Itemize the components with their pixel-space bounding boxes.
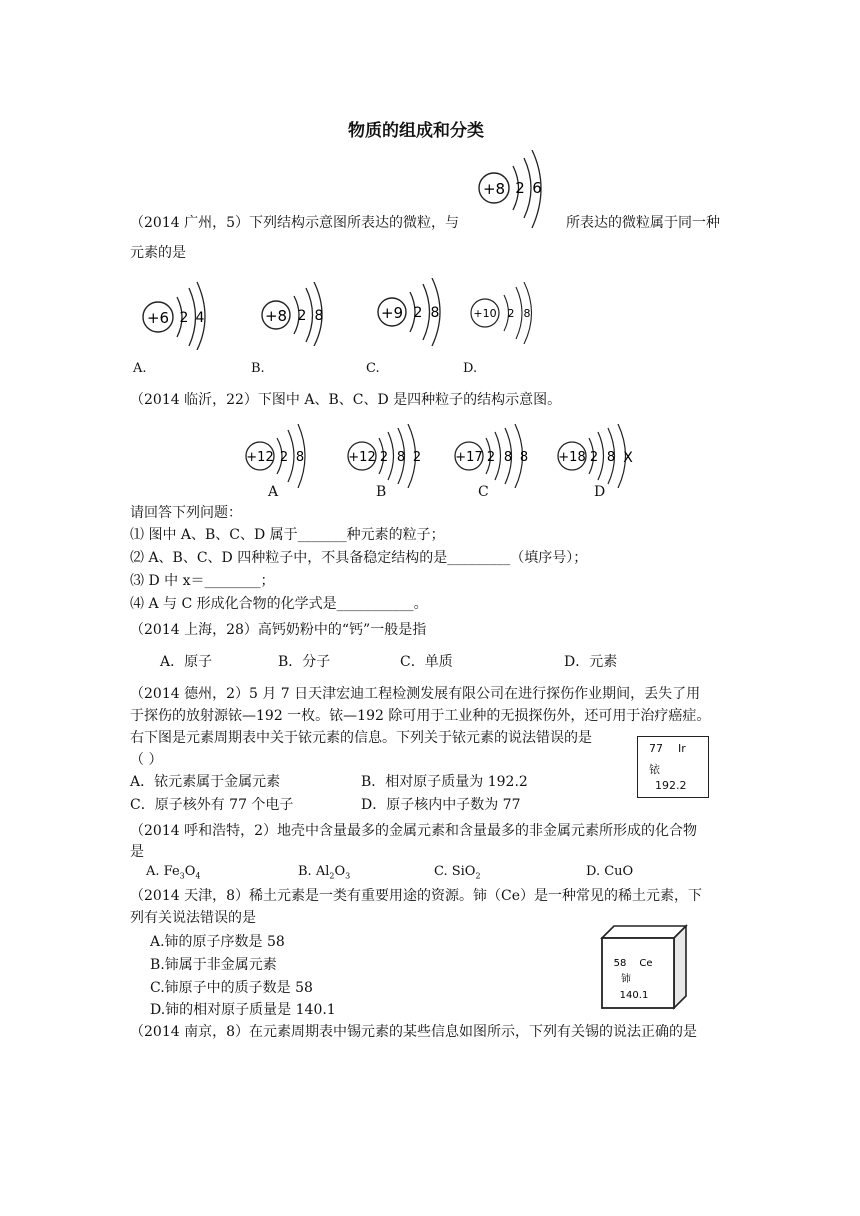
q1-option-d-diagram: [463, 282, 543, 344]
q6-option-d: D.铈的相对原子质量是 140.1: [150, 1002, 336, 1018]
q2-particle-d-diagram: [556, 424, 640, 488]
cerium-name: 铈: [621, 974, 631, 985]
svg-text:2: 2: [413, 305, 423, 321]
cerium-mass: 140.1: [619, 990, 649, 1001]
q1-stem-line2: 元素的是: [130, 245, 186, 261]
q2-label-b: B: [376, 484, 387, 500]
q5-line-1: （2014 呼和浩特，2）地壳中含量最多的金属元素和含量最多的非金属元素所形成的化合物: [130, 823, 697, 839]
iridium-element-card: [637, 736, 709, 798]
svg-text:2: 2: [279, 450, 289, 465]
q2-intro: （2014 临沂，22）下图中 A、B、C、D 是四种粒子的结构示意图。: [130, 392, 562, 408]
iridium-symbol: Ir: [678, 742, 686, 755]
q4-line-1: （2014 德州，2）5 月 7 日天津宏迪工程检测发展有限公司在进行探伤作业期间，丢失了用: [130, 686, 701, 702]
svg-text:+18: +18: [558, 450, 586, 465]
q4-option-b: B．相对原子质量为 192.2: [361, 774, 528, 790]
svg-text:2: 2: [507, 307, 515, 320]
q1-option-c-label: C.: [366, 361, 380, 376]
q2-label-c: C: [478, 484, 489, 500]
q1-stem-part1: （2014 广州，5）下列结构示意图所表达的微粒，与: [130, 215, 459, 231]
q1-option-c-diagram: [372, 278, 454, 348]
svg-text:2: 2: [179, 310, 189, 326]
q6-line-1: （2014 天津，8）稀土元素是一类有重要用途的资源。铈（Ce）是一种常见的稀土元素，下: [130, 888, 702, 904]
q1-ref-shell-1: 2: [515, 179, 525, 197]
q1-stem-part2: 所表达的微粒属于同一种: [566, 215, 720, 231]
svg-text:8: 8: [519, 450, 529, 465]
q6-option-b: B.铈属于非金属元素: [150, 957, 277, 973]
iridium-mass: 192.2: [655, 779, 687, 792]
cerium-element-cube: [598, 924, 690, 1010]
q1-option-a-label: A.: [133, 361, 147, 376]
q5-option-b: B. $Al_2O_3$: [298, 864, 351, 881]
cerium-atomic-number: 58: [613, 958, 627, 969]
q3-option-a: A．原子: [160, 654, 213, 670]
q4-option-a: A．铱元素属于金属元素: [130, 774, 281, 790]
q3-option-d: D．元素: [564, 654, 618, 670]
iridium-atomic-number: 77: [649, 742, 663, 755]
cerium-symbol: Ce: [639, 958, 653, 969]
q2-sub-2: ⑵ A、B、C、D 四种粒子中，不具备稳定结构的是_________（填序号）；: [130, 550, 588, 566]
q6-option-a: A.铈的原子序数是 58: [150, 934, 285, 950]
q2-label-a: A: [268, 484, 279, 500]
svg-text:+8: +8: [264, 307, 288, 325]
q1-option-a-diagram: [137, 280, 217, 350]
q5-option-a: A. $Fe_3O_4$: [146, 864, 201, 881]
svg-text:+6: +6: [146, 309, 170, 327]
q5-option-c: C. SiO$_2$: [434, 864, 481, 881]
svg-text:8: 8: [430, 305, 440, 321]
svg-text:8: 8: [314, 308, 324, 324]
q1-option-b-label: B.: [251, 361, 265, 376]
q2-sub-1: ⑴ 图中 A、B、C、D 属于_______种元素的粒子；: [130, 527, 445, 543]
svg-text:+12: +12: [348, 450, 376, 465]
svg-text:8: 8: [606, 450, 616, 465]
svg-text:+12: +12: [246, 450, 274, 465]
page-title: 物质的组成和分类: [348, 121, 484, 141]
q3-option-b: B．分子: [278, 654, 331, 670]
q4-line-4: （ ）: [130, 752, 163, 768]
q4-line-2: 于探伤的放射源铱—192 一枚。铱—192 除可用于工业种的无损探伤外，还可用于治疗癌症。: [130, 708, 711, 724]
q1-option-b-diagram: [256, 282, 336, 346]
svg-text:2: 2: [297, 308, 307, 324]
svg-text:+17: +17: [455, 450, 483, 465]
svg-text:8: 8: [295, 450, 305, 465]
q1-ref-shell-2: 6: [532, 179, 542, 197]
svg-text:2: 2: [379, 450, 389, 465]
q2-sub-4: ⑷ A 与 C 形成化合物的化学式是___________。: [130, 596, 428, 612]
iridium-name: 铱: [649, 763, 660, 776]
svg-text:8: 8: [396, 450, 406, 465]
svg-text:8: 8: [523, 307, 531, 320]
q5-line-2: 是: [130, 844, 144, 860]
q6-line-2: 列有关说法错误的是: [130, 910, 256, 926]
q1-option-d-label: D.: [463, 361, 478, 376]
q1-ref-nucleus: +8: [482, 180, 506, 198]
q7-line-1: （2014 南京，8）在元素周期表中锡元素的某些信息如图所示，下列有关锡的说法正确的是: [130, 1024, 697, 1040]
svg-text:2: 2: [412, 450, 422, 465]
svg-text:+9: +9: [380, 304, 404, 322]
q5-option-d: D. CuO: [586, 864, 634, 879]
q3-option-c: C．单质: [400, 654, 453, 670]
svg-text:8: 8: [503, 450, 513, 465]
q2-sub-3: ⑶ D 中 x＝________；: [130, 573, 275, 589]
svg-text:4: 4: [195, 310, 205, 326]
q6-option-c: C.铈原子中的质子数是 58: [150, 980, 313, 996]
svg-text:+10: +10: [473, 307, 497, 320]
q3-stem: （2014 上海，28）高钙奶粉中的“钙”一般是指: [130, 622, 427, 638]
q4-line-3: 右下图是元素周期表中关于铱元素的信息。下列关于铱元素的说法错误的是: [130, 730, 592, 746]
q4-option-c: C．原子核外有 77 个电子: [130, 797, 294, 813]
q1-reference-diagram: [472, 150, 552, 230]
q2-particle-a-diagram: [244, 424, 324, 488]
q2-label-d: D: [594, 484, 606, 500]
svg-text:X: X: [623, 450, 633, 466]
svg-text:2: 2: [486, 450, 496, 465]
q4-option-d: D．原子核内中子数为 77: [361, 797, 521, 813]
svg-text:2: 2: [589, 450, 599, 465]
q2-particle-c-diagram: [453, 424, 535, 488]
q2-particle-b-diagram: [346, 424, 428, 488]
q2-prompt: 请回答下列问题：: [130, 505, 242, 521]
